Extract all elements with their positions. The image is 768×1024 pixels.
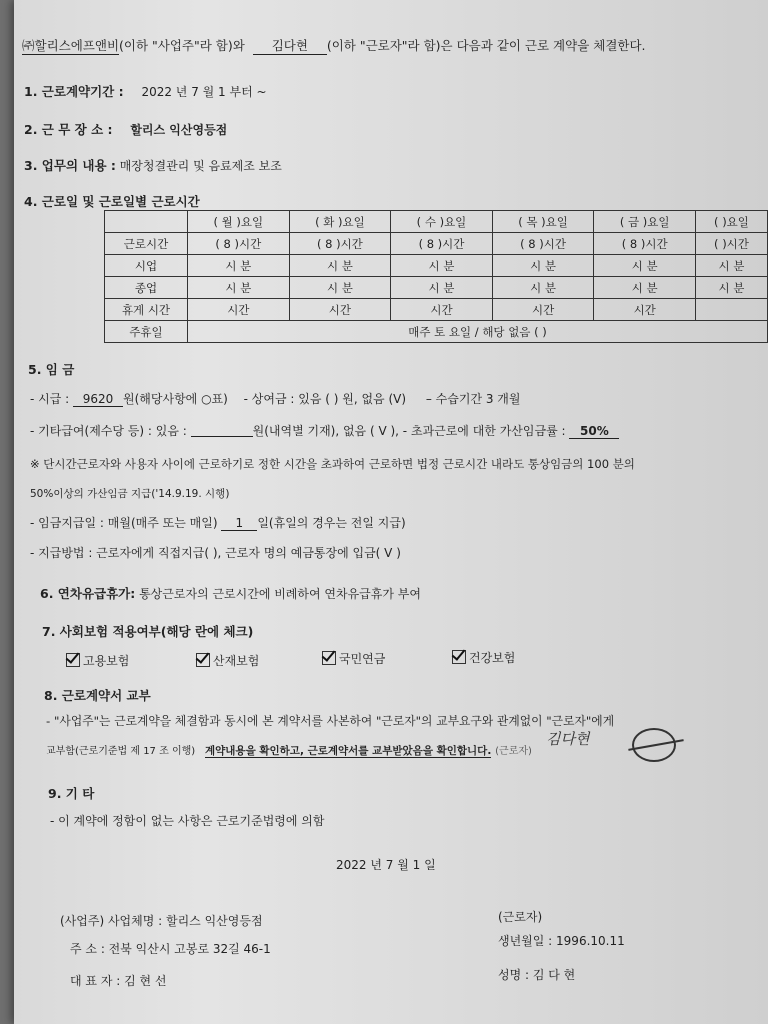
- row-header: 휴게 시간: [105, 299, 188, 321]
- probation-text: – 수습기간 3 개월: [425, 392, 521, 406]
- wage-line-2: [30, 422, 619, 439]
- overtime-rate-value: 50%: [569, 424, 619, 439]
- day-header: ( 월 )요일: [188, 211, 290, 233]
- contract-date: 2022 년 7 월 1 일: [336, 858, 436, 872]
- table-cell: 시 분: [188, 277, 290, 299]
- weekly-holiday-value: 매주 토 요일 / 해당 없음 ( ): [188, 321, 768, 343]
- table-cell: 시 분: [289, 277, 391, 299]
- table-cell: ( 8 )시간: [188, 233, 290, 255]
- other-pay-label: - 기타급여(제수당 등) : 있음 :: [30, 424, 187, 438]
- table-cell: [695, 299, 767, 321]
- section-1-value: 2022 년 7 월 1 부터 ~: [141, 85, 267, 99]
- table-row: [105, 321, 768, 343]
- employee-name: 김다현: [253, 36, 327, 55]
- hourly-wage-label: - 시급 :: [30, 392, 70, 406]
- table-cell: 시 분: [695, 255, 767, 277]
- day-header: ( 금 )요일: [594, 211, 696, 233]
- employer-company: (사업주) 사업체명 : 할리스 익산영등점: [60, 914, 263, 928]
- table-cell: 시 분: [391, 255, 493, 277]
- table-cell: 시 분: [492, 255, 594, 277]
- table-cell: ( 8 )시간: [289, 233, 391, 255]
- employee-block-title: (근로자): [498, 910, 543, 924]
- day-header: ( 목 )요일: [492, 211, 594, 233]
- issue-law-ref: 교부함(근로기준법 제 17 조 이행): [46, 746, 196, 757]
- table-cell: ( )시간: [695, 233, 767, 255]
- intro-text-1: (이하 "사업주"라 함)와: [119, 38, 245, 53]
- table-row: [105, 277, 768, 299]
- bonus-text: - 상여금 : 있음 ( ) 원, 없음 (V): [243, 392, 407, 406]
- payment-method: - 지급방법 : 근로자에게 직접지급( ), 근로자 명의 예금통장에 입금( V ): [30, 546, 401, 560]
- section-3-label: 3. 업무의 내용 :: [24, 158, 116, 173]
- section-8-label: 8. 근로계약서 교부: [44, 688, 151, 703]
- checkbox-checked-icon: [322, 651, 336, 665]
- table-cell: 시간: [289, 299, 391, 321]
- employer-address: 주 소 : 전북 익산시 고봉로 32길 46-1: [70, 942, 271, 956]
- table-cell: ( 8 )시간: [594, 233, 696, 255]
- section-6-label: 6. 연차유급휴가:: [40, 586, 136, 601]
- table-cell: 시간: [492, 299, 594, 321]
- signature-stamp-icon: [632, 728, 676, 762]
- table-cell: ( 8 )시간: [391, 233, 493, 255]
- section-4-label: 4. 근로일 및 근로일별 근로시간: [24, 194, 200, 209]
- payday-value: 1: [221, 516, 257, 531]
- issue-text-1: - "사업주"는 근로계약을 체결함과 동시에 본 계약서를 사본하여 "근로자"의 교부요구와 관계없이 "근로자"에게: [46, 714, 615, 728]
- table-row: [105, 233, 768, 255]
- workplace: [24, 120, 227, 138]
- table-cell: 시 분: [594, 255, 696, 277]
- work-hours-table: [104, 210, 768, 343]
- row-header: 근로시간: [105, 233, 188, 255]
- intro-text-2: (이하 "근로자"라 함)은 다음과 같이 근로 계약을 체결한다.: [326, 38, 646, 53]
- insurance-industrial: [196, 652, 259, 669]
- section-2-label: 2. 근 무 장 소 :: [24, 122, 113, 137]
- wage-note-2: 50%이상의 가산임금 지급('14.9.19. 시행): [30, 488, 230, 500]
- section-9-value: - 이 계약에 정함이 없는 사항은 근로기준법령에 의함: [50, 814, 325, 828]
- checkbox-checked-icon: [452, 650, 466, 664]
- table-header-row: [105, 211, 768, 233]
- issue-worker-tag: (근로자): [495, 746, 532, 757]
- employee-birthdate: 생년월일 : 1996.10.11: [498, 934, 625, 948]
- issue-text-2: [46, 742, 532, 758]
- hourly-wage-unit: 원(해당사항에 ○표): [123, 392, 228, 406]
- wage-note-1: ※ 단시간근로자와 사용자 사이에 근로하기로 정한 시간을 초과하여 근로하면 법정 근로시간 내라도 통상임금의 100 분의: [30, 457, 635, 471]
- table-corner: [105, 211, 188, 233]
- section-9-label: 9. 기 타: [48, 786, 95, 801]
- employer-name: ㈜할리스에프앤비: [22, 38, 120, 53]
- insurance-label: 고용보험: [83, 654, 130, 668]
- checkbox-checked-icon: [66, 653, 80, 667]
- other-pay-text: 원(내역별 기재), 없음 ( V ), - 초과근로에 대한 가산임금률 :: [252, 424, 566, 438]
- table-cell: 시 분: [594, 277, 696, 299]
- day-header: ( 수 )요일: [391, 211, 493, 233]
- table-row: [105, 255, 768, 277]
- table-cell: 시간: [594, 299, 696, 321]
- intro-line: [22, 36, 646, 55]
- annual-leave: [40, 584, 421, 602]
- section-7-label: 7. 사회보험 적용여부(해당 란에 체크): [42, 624, 254, 639]
- table-row: [105, 299, 768, 321]
- table-cell: 시간: [391, 299, 493, 321]
- table-cell: 시 분: [289, 255, 391, 277]
- table-cell: ( 8 )시간: [492, 233, 594, 255]
- insurance-label: 건강보험: [469, 651, 516, 665]
- employer-representative: 대 표 자 : 김 현 선: [70, 974, 167, 988]
- contract-page: [14, 0, 768, 1024]
- employee-name-sign: 성명 : 김 다 현: [498, 968, 576, 982]
- insurance-label: 국민연금: [339, 652, 386, 666]
- checkbox-checked-icon: [196, 653, 210, 667]
- row-header: 종업: [105, 277, 188, 299]
- other-pay-blank: [191, 423, 253, 437]
- table-cell: 시 분: [695, 277, 767, 299]
- section-5-label: 5. 임 금: [28, 362, 75, 377]
- section-2-value: 할리스 익산영등점: [130, 123, 228, 137]
- table-cell: 시 분: [188, 255, 290, 277]
- insurance-label: 산재보험: [213, 654, 260, 668]
- handwritten-signature-name: 김다현: [546, 730, 590, 748]
- day-header: ( )요일: [695, 211, 767, 233]
- table-cell: 시 분: [391, 277, 493, 299]
- insurance-employment: [66, 652, 129, 669]
- section-1-label: 1. 근로계약기간 :: [24, 84, 124, 99]
- wage-line-1: [30, 390, 521, 407]
- table-cell: 시간: [188, 299, 290, 321]
- payday-note: 일(휴일의 경우는 전일 지급): [257, 516, 406, 530]
- table-cell: 시 분: [492, 277, 594, 299]
- row-header: 주휴일: [105, 321, 188, 343]
- hourly-wage-value: 9620: [73, 392, 123, 407]
- job-description: [24, 156, 282, 174]
- payday-label: - 임금지급일 : 매월(매주 또는 매일): [30, 516, 218, 530]
- insurance-pension: [322, 650, 385, 667]
- insurance-health: [452, 649, 515, 666]
- issue-confirm-text: 계약내용을 확인하고, 근로계약서를 교부받았음을 확인합니다.: [205, 745, 492, 757]
- section-6-value: 통상근로자의 근로시간에 비례하여 연차유급휴가 부여: [139, 587, 421, 601]
- day-header: ( 화 )요일: [289, 211, 391, 233]
- row-header: 시업: [105, 255, 188, 277]
- payday-line: [30, 514, 406, 531]
- section-3-value: 매장청결관리 및 음료제조 보조: [119, 159, 282, 173]
- contract-period: [24, 82, 267, 100]
